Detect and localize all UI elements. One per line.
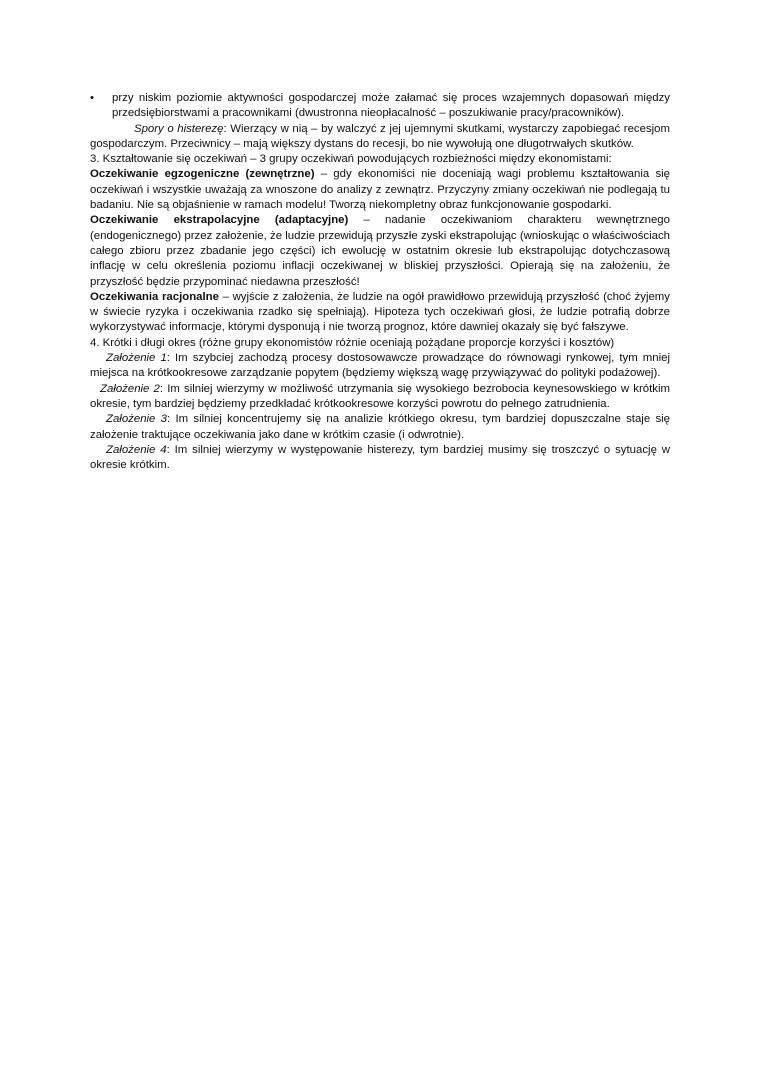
assumption-1-paragraph xyxy=(90,351,670,382)
section-3-heading: 3. Kształtowanie się oczekiwań – 3 grupy oczekiwań powodujących rozbieżności między ekonomistami: xyxy=(90,153,612,166)
assumption-3-text: : Im silniej koncentrujemy się na analizie krótkiego okresu, tym bardziej dopuszczalne staje się założenie traktujące oczekiwania jako dane w krótkim czasie (i odwrotnie). xyxy=(90,413,671,441)
hysteresis-term: Spory o histerezę xyxy=(134,122,224,135)
expectation-adaptive-text: – nadanie oczekiwaniom charakteru wewnętrznego (endogenicznego) przez założenie, że ludzie przewidują przyszłe zyski ekstrapolując (wnioskując o właściwościach całego zbioru przez zbadanie jego części) ich ewolucję w ostatnim okresie lub ekstrapolując dotychczasową inflację w celu określenia poziomu inflacji oczekiwanej w bliskiej przyszłości. Opierają się na założeniu, że przyszłość będzie przypominać niedawna przeszłość! xyxy=(90,214,670,288)
expectation-rational-paragraph xyxy=(90,290,670,336)
assumption-4-paragraph xyxy=(90,443,670,474)
expectation-exogenous-text: – gdy ekonomiści nie doceniają wagi problemu kształtowania się oczekiwań i wszystkie uważają za wnoszone do analizy z zewnątrz. Przyczyny zmiany oczekiwań nie podlegają tu badaniu. Nie są objaśnienie w ramach modelu! Tworzą niekompletny obraz funkcjonowanie gospodarki. xyxy=(90,168,671,212)
assumption-4-term: Założenie 4 xyxy=(106,443,167,456)
expectation-rational-text: – wyjście z założenia, że ludzie na ogół prawidłowo przewidują przyszłość (choć żyjemy w świecie ryzyka i oczekiwania rzadko się spełniają). Hipoteza tych oczekiwań głosi, że ludzie potrafią dobrze wykorzystywać informacje, którymi dysponują i nie tworzą prognoz, które dawniej okazały się być fałszywe. xyxy=(90,290,670,334)
bullet-text: przy niskim poziomie aktywności gospodarczej może załamać się proces wzajemnych dopasowań między przedsiębiorstwami a pracownikami (dwustronna nieopłacalność – poszukiwanie pracy/pracowników). xyxy=(112,92,670,120)
assumption-1-term: Założenie 1 xyxy=(106,352,167,365)
document-page xyxy=(90,91,670,473)
expectation-adaptive-term: Oczekiwanie ekstrapolacyjne (adaptacyjne) xyxy=(90,214,349,227)
assumption-2-text: : Im silniej wierzymy w możliwość utrzymania się wysokiego bezrobocia keynesowskiego w krótkim okresie, tym bardziej będziemy przedkładać krótkookresowe korzyści powrotu do pełnego zatrudnienia. xyxy=(90,382,670,410)
expectation-rational-term: Oczekiwania racjonalne xyxy=(90,290,219,303)
assumption-4-text: : Im silniej wierzymy w występowanie histerezy, tym bardziej musimy się troszczyć o sytuację w okresie krótkim. xyxy=(90,443,670,472)
assumption-2-term: Założenie 2 xyxy=(100,382,160,395)
hysteresis-text: : Wierzący w nią – by walczyć z jej ujemnymi skutkami, wystarczy zapobiegać recesjom gospodarczym. Przeciwnicy – mają większy dystans do recesji, bo nie wywołują one długotrwałych skutków. xyxy=(90,122,670,150)
assumption-3-term: Założenie 3 xyxy=(106,413,168,426)
bullet-icon: • xyxy=(90,92,94,104)
assumption-3-paragraph xyxy=(90,412,670,443)
assumption-2-paragraph xyxy=(90,382,670,413)
expectation-adaptive-paragraph xyxy=(90,213,670,289)
assumption-1-text: : Im szybciej zachodzą procesy dostosowawcze prowadzące do równowagi rynkowej, tym mniej miejsca na krótkookresowe zarządzanie popytem (będziemy większą wagę przywiązywać do polityki podażowej). xyxy=(90,352,670,380)
expectation-exogenous-term: Oczekiwanie egzogeniczne (zewnętrzne) xyxy=(90,168,315,181)
section-4-heading: 4. Krótki i długi okres (różne grupy ekonomistów różnie oceniają pożądane proporcje korzyści i kosztów) xyxy=(90,336,615,349)
hysteresis-paragraph xyxy=(90,122,670,153)
bullet-paragraph xyxy=(90,91,670,122)
expectation-exogenous-paragraph xyxy=(90,167,670,213)
